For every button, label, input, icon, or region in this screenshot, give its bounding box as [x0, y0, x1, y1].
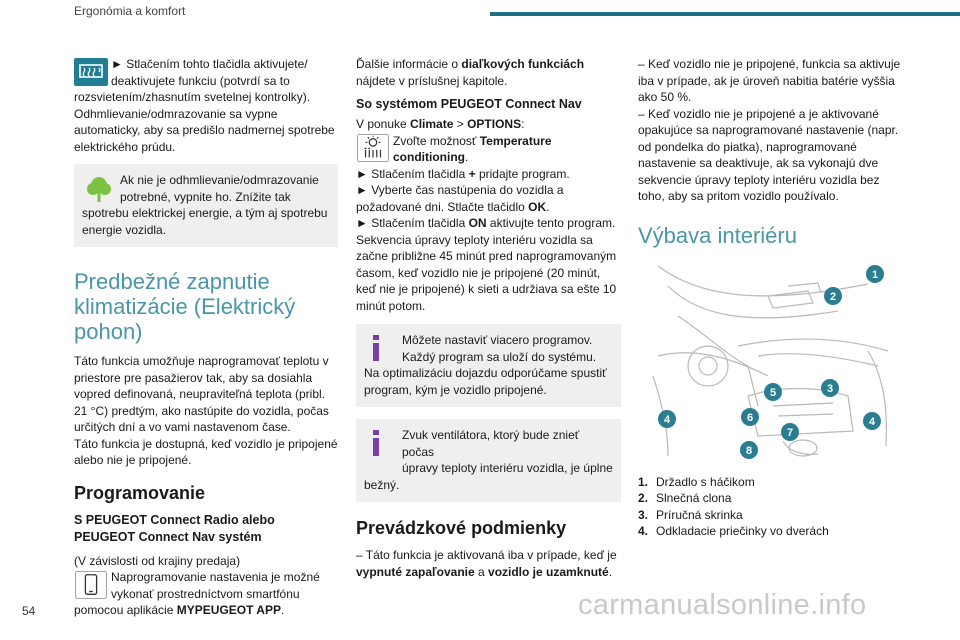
step-activate: ► Stlačením tlačidla ON aktivujte tento program.	[356, 216, 616, 230]
callout-3	[821, 379, 839, 397]
condition-2: – Keď vozidlo nie je pripojené, funkcia sa aktivuje iba v prípade, ak je úroveň nabitia batérie vyššia ako 50 %.	[638, 57, 901, 104]
more-info-text: Ďalšie informácie o diaľkových funkciách nájdete v príslušnej kapitole.	[356, 57, 585, 88]
svg-text:8: 8	[745, 444, 753, 457]
eco-leaf-icon	[86, 175, 112, 203]
callout-6	[741, 408, 759, 426]
choose-option-text: Zvoľte možnosť Temperature conditioning.	[393, 133, 552, 164]
menu-path: V ponuke Climate > OPTIONS:	[356, 117, 525, 131]
preconditioning-body-2: Táto funkcia je dostupná, keď vozidlo je pripojené alebo nie je pripojené.	[74, 436, 338, 467]
programming-heading: Programovanie	[74, 482, 206, 503]
condition-1: – Táto funkcia je aktivovaná iba v prípade, keď je vypnuté zapaľovanie a vozidlo je uzamknuté.	[356, 548, 617, 579]
eco-note-box	[74, 164, 338, 247]
chapter-title: Ergonómia a komfort	[74, 4, 186, 18]
country-note: (V závislosti od krajiny predaja)	[74, 553, 241, 568]
conditions-heading: Prevádzkové podmienky	[356, 518, 567, 538]
nav-subheading: So systémom PEUGEOT Connect Nav	[356, 97, 582, 111]
info-icon	[370, 430, 382, 456]
temperature-choice	[356, 133, 621, 166]
interior-fittings-heading: Výbava interiéru	[638, 222, 797, 248]
interior-illustration	[638, 256, 902, 466]
callout-7	[781, 423, 799, 441]
condition-3: – Keď vozidlo nie je pripojené a je aktivované opakujúce sa naprogramované nastavenie (napr. od pondelka do piatka), naprogramované nastavenie sa deaktivuje, ak sa vykonajú dve sekvencie úpravy teploty interiéru vozidla bez toho, aby sa pritom vozidlo používalo.	[638, 106, 899, 203]
eco-note-a: Ak nie je odhmlievanie/odmrazovanie	[120, 173, 319, 187]
callout-4-right	[863, 412, 881, 430]
svg-text:4: 4	[663, 413, 671, 426]
watermark: carmanualsonline.info	[578, 589, 867, 621]
legend-item: 2. Slnečná clona	[638, 491, 732, 505]
step-select-time: ► Vyberte čas nastúpenia do vozidla a požadované dni. Stlačte tlačidlo OK.	[356, 183, 564, 214]
info-icon	[370, 335, 382, 361]
eco-note-row	[82, 172, 330, 205]
legend-item: 4. Odkladacie priečinky vo dverách	[638, 524, 829, 538]
info2-c: bežný.	[364, 477, 400, 492]
callout-2	[824, 287, 842, 305]
defrost-text-a: ► Stlačením tohto tlačidla aktivujete/	[111, 57, 308, 71]
info2-b: úpravy teploty interiéru vozidla, je úplne	[402, 461, 613, 475]
defrost-text-c: rozsvietením/zhasnutím svetelnej kontrolky).	[74, 90, 311, 104]
interior-legend	[638, 474, 902, 540]
sequence-text: Sekvencia úpravy teploty interiéru vozidla sa začne približne 45 minút pred naprogramovaným časom, keď vozidlo nie je pripojené (20 minút, keď nie je pripojené) k sieti a udržiava sa ešte 10 minút potom.	[356, 232, 617, 313]
step-add-program: ► Stlačením tlačidla + pridajte program.	[356, 166, 570, 181]
column-1	[74, 56, 338, 619]
eco-note-b: potrebné, vypnite ho. Znížite tak	[120, 189, 291, 204]
info1-c: Na optimalizáciu dojazdu odporúčame spustiť program, kým je vozidlo pripojené.	[364, 366, 607, 397]
eco-note-c: spotrebu elektrickej energie, a tým aj spotrebu energie vozidla.	[82, 206, 328, 237]
phone-paragraph	[74, 569, 338, 602]
radio-nav-subheading: S PEUGEOT Connect Radio alebo PEUGEOT Connect Nav systém	[74, 512, 275, 544]
rear-defrost-icon	[74, 58, 108, 86]
callout-1	[866, 265, 884, 283]
defrost-paragraph	[74, 56, 338, 90]
callout-8	[740, 441, 758, 459]
section-title-preconditioning: Predbežné zapnutie klimatizácie (Elektrický pohon)	[74, 269, 296, 344]
info1-b: Každý program sa uloží do systému.	[402, 349, 597, 364]
info-box-programs-row	[364, 332, 613, 365]
column-2	[356, 56, 621, 580]
column-3	[638, 56, 902, 540]
info-box-fan	[356, 419, 621, 502]
callout-5	[764, 383, 782, 401]
info-box-programs	[356, 324, 621, 407]
svg-text:4: 4	[868, 415, 876, 428]
svg-text:6: 6	[746, 411, 754, 424]
defrost-text-b: deaktivujete funkciu (potvrdí sa to	[111, 73, 290, 88]
page-number: 54	[22, 604, 36, 618]
info2-a: Zvuk ventilátora, ktorý bude znieť počas	[402, 428, 580, 459]
phone-text-c: pomocou aplikácie MYPEUGEOT APP.	[74, 603, 285, 617]
phone-text-b: vykonať prostredníctvom smartfónu	[111, 586, 300, 601]
preconditioning-body: Táto funkcia umožňuje naprogramovať teplotu v priestore pre pasažierov tak, aby sa dosiahla vopred definovaná, neupravitеľná teplota (pribl. 21 °C) predtým, ako nastúpite do vozidla, počas určitých dní a vo vami nastavenom čase.	[74, 354, 329, 434]
smartphone-icon	[74, 571, 108, 599]
svg-text:2: 2	[829, 290, 837, 303]
legend-item: 1. Držadlo s háčikom	[638, 474, 755, 489]
info-box-fan-row	[364, 427, 613, 477]
callout-4-left	[658, 410, 676, 428]
svg-text:5: 5	[769, 386, 777, 399]
svg-text:3: 3	[826, 382, 834, 395]
legend-item: 3. Príručná skrinka	[638, 507, 743, 522]
svg-text:7: 7	[786, 426, 794, 439]
svg-text:1: 1	[871, 268, 879, 281]
defrost-text-d: Odhmlievanie/odmrazovanie sa vypne automaticky, aby sa predišlo nadmernej spotrebe elektrického prúdu.	[74, 106, 335, 154]
phone-text-a: Naprogramovanie nastavenia je možné	[111, 570, 320, 584]
header-bar	[490, 12, 960, 16]
info1-a: Môžete nastaviť viacero programov.	[402, 333, 593, 347]
temperature-conditioning-icon	[356, 134, 390, 162]
